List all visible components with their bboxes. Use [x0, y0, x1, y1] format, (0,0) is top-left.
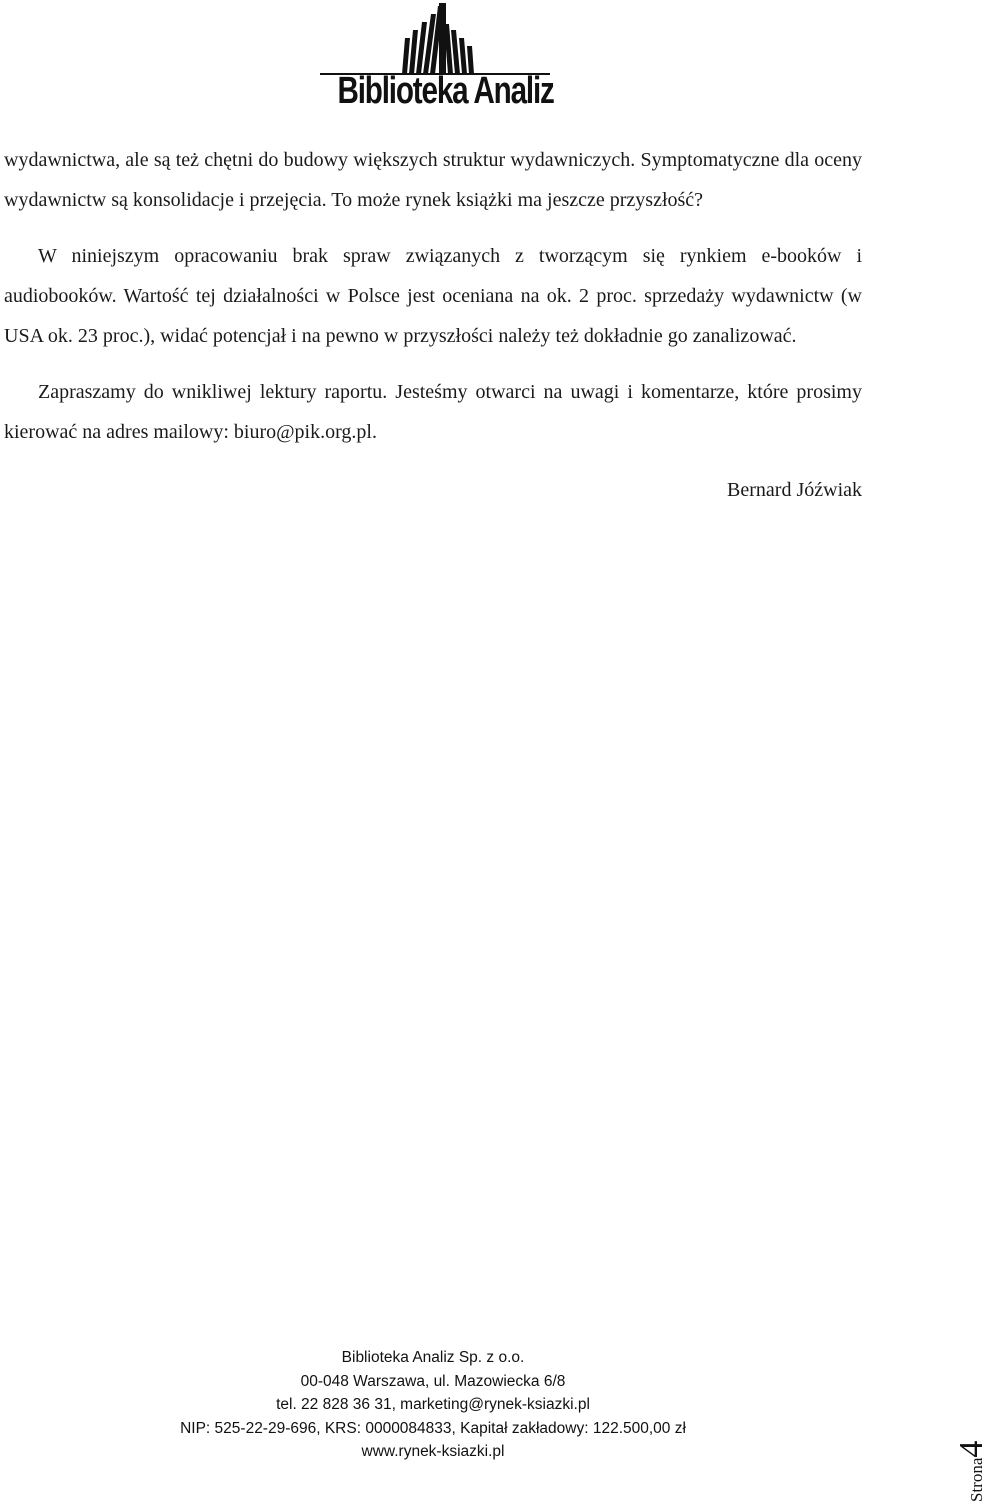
footer-company: Biblioteka Analiz Sp. z o.o.: [341, 1349, 525, 1366]
logo-wordmark: Biblioteka Analiz: [337, 70, 554, 112]
footer-website: www.rynek-ksiazki.pl: [361, 1443, 505, 1460]
books-icon: [310, 0, 560, 75]
page-number: 4: [953, 1440, 990, 1458]
footer-registry: NIP: 525-22-29-696, KRS: 0000084833, Kapitał zakładowy: 122.500,00 zł: [180, 1419, 686, 1437]
page-number-marker: [936, 1395, 990, 1502]
page-footer: [100, 1346, 766, 1464]
publisher-logo: [310, 0, 560, 125]
page-label: Strona: [967, 1457, 986, 1502]
author-signature: Bernard Jóźwiak: [727, 479, 862, 501]
paragraph: wydawnictwa, ale są też chętni do budowy większych struktur wydawniczych. Symptomatyczne dla oceny wydawnictw są konsolidacje i przejęcia. To może rynek książki ma jeszcze przyszłość?: [4, 149, 862, 211]
footer-address: 00-048 Warszawa, ul. Mazowiecka 6/8: [300, 1372, 566, 1390]
paragraph: W niniejszym opracowaniu brak spraw związanych z tworzącym się rynkiem e-booków i audiobooków. Wartość tej działalności w Polsce jest oceniana na ok. 2 proc. sprzedaży wydawnictw (w USA ok. 23 proc.), widać potencjał i na pewno w przyszłości należy też dokładnie go zanalizować.: [4, 245, 862, 347]
document-body: [4, 140, 862, 510]
paragraph: Zapraszamy do wnikliwej lektury raportu. Jesteśmy otwarci na uwagi i komentarze, które prosimy kierować na adres mailowy: biuro@pik.org.pl.: [4, 381, 862, 443]
footer-contact: tel. 22 828 36 31, marketing@rynek-ksiazki.pl: [276, 1396, 590, 1413]
